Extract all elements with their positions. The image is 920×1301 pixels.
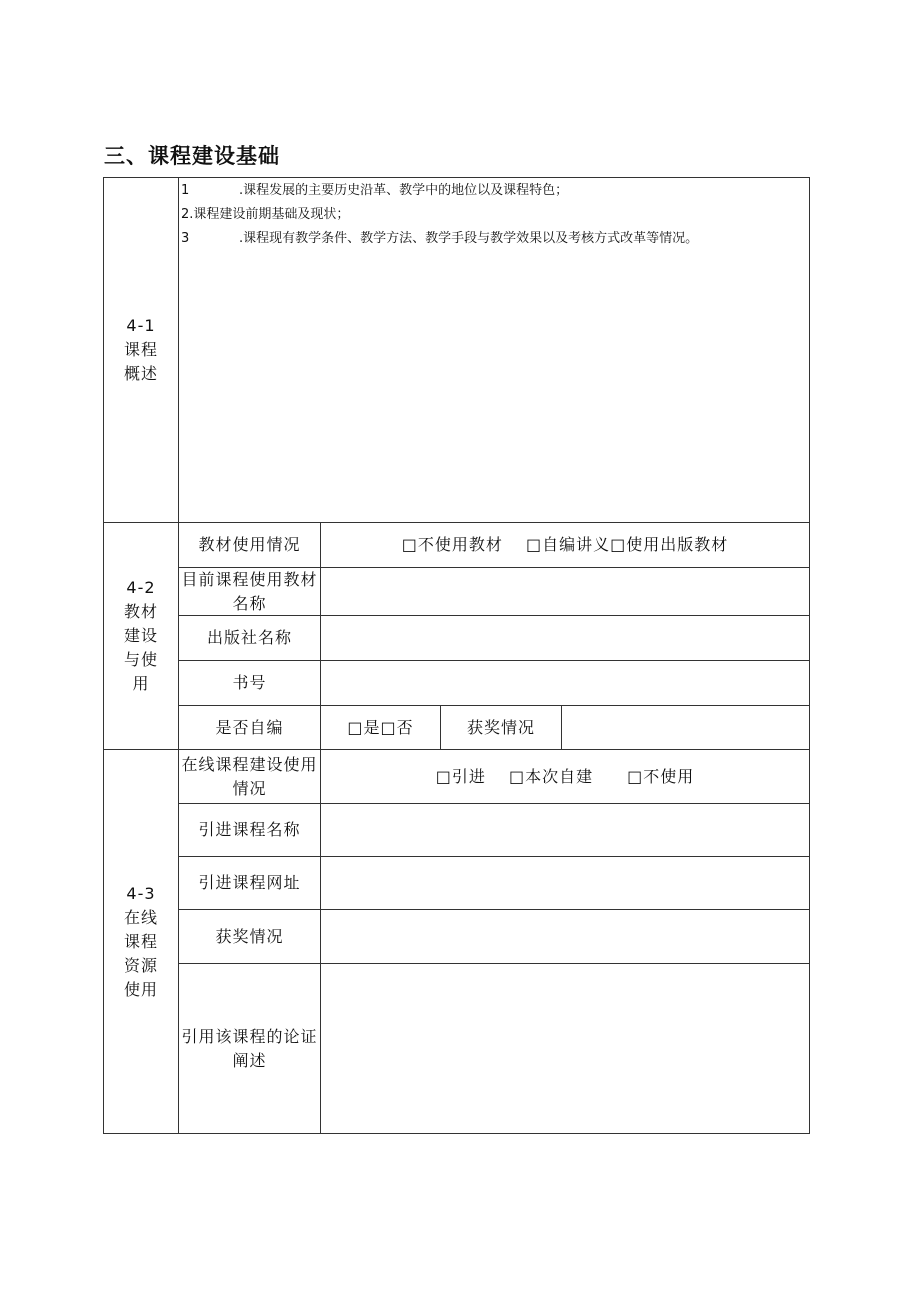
- online-award-field[interactable]: [320, 909, 810, 964]
- self-compiled-label: 是否自编: [178, 705, 321, 750]
- course-overview-label-text: 4-1 课程概述: [123, 316, 158, 383]
- imported-course-url-field[interactable]: [320, 856, 810, 910]
- self-compiled-options[interactable]: □是□否: [320, 705, 441, 750]
- argument-field[interactable]: [320, 963, 810, 1134]
- overview-item-1: 1 .课程发展的主要历史沿革、教学中的地位以及课程特色；: [181, 183, 569, 198]
- online-course-section-label-text: 4-3 在线课程资源使用: [123, 883, 158, 999]
- textbook-award-field[interactable]: [561, 705, 810, 750]
- imported-course-url-label: 引进课程网址: [178, 856, 321, 910]
- online-usage-label: 在线课程建设使用情况: [178, 749, 321, 804]
- isbn-label: 书号: [178, 660, 321, 706]
- imported-course-name-field[interactable]: [320, 803, 810, 857]
- argument-label: 引用该课程的论证阐述: [178, 963, 321, 1134]
- isbn-field[interactable]: [320, 660, 810, 706]
- textbook-usage-options[interactable]: □不使用教材 □自编讲义□使用出版教材: [320, 522, 810, 568]
- textbook-award-label: 获奖情况: [440, 705, 562, 750]
- current-textbook-field[interactable]: [320, 567, 810, 616]
- section-title: 三、课程建设基础: [104, 144, 280, 168]
- course-overview-label: [103, 177, 179, 523]
- course-overview-content[interactable]: [178, 177, 810, 523]
- imported-course-name-label: 引进课程名称: [178, 803, 321, 857]
- overview-item-3: 3 .课程现有教学条件、教学方法、教学手段与教学效果以及考核方式改革等情况。: [181, 231, 699, 246]
- textbook-section-label: [103, 522, 179, 750]
- online-course-section-label: [103, 749, 179, 1134]
- current-textbook-label: 目前课程使用教材名称: [178, 567, 321, 616]
- online-usage-options[interactable]: □引进 □本次自建 □不使用: [320, 749, 810, 804]
- publisher-field[interactable]: [320, 615, 810, 661]
- online-award-label: 获奖情况: [178, 909, 321, 964]
- textbook-usage-label: 教材使用情况: [178, 522, 321, 568]
- overview-item-2: 2.课程建设前期基础及现状；: [181, 207, 350, 222]
- publisher-label: 出版社名称: [178, 615, 321, 661]
- textbook-section-label-text: 4-2 教材建设与使用: [123, 578, 158, 693]
